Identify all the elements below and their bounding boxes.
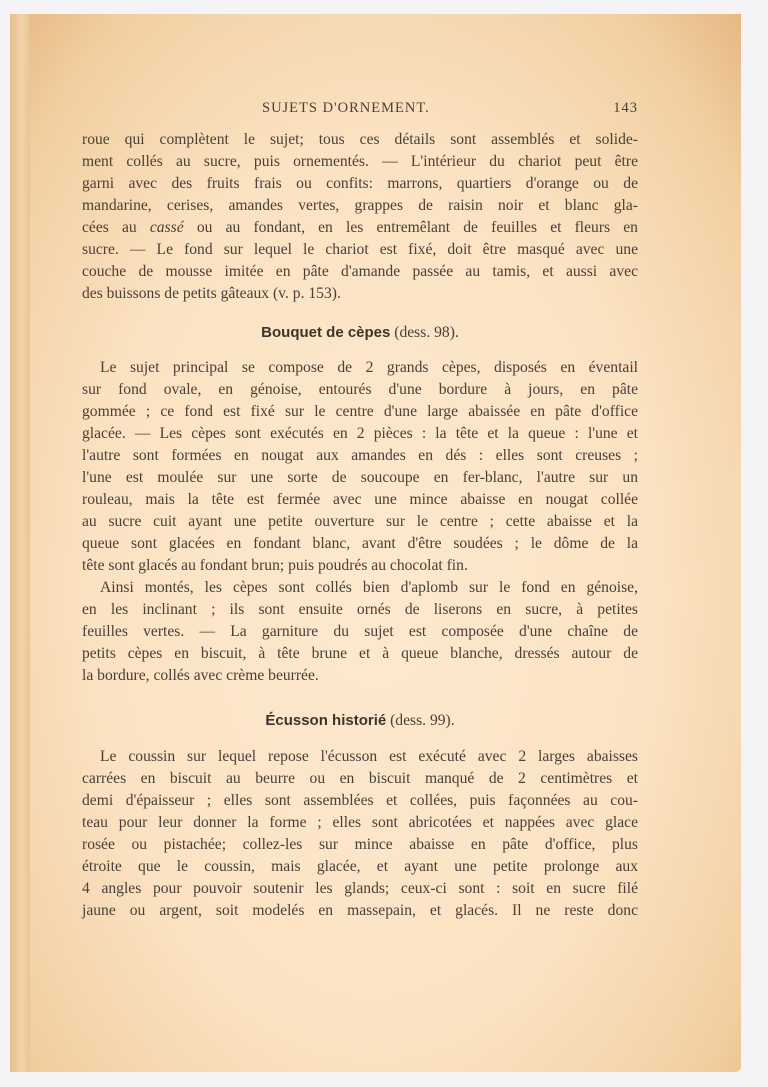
text-line: couche de mousse imitée en pâte d'amande passée au tamis, et aussi avec [82,263,638,280]
page-spine-shadow [10,14,30,1072]
text-line: étroite que le coussin, mais glacée, et ayant une petite prolonge aux [82,858,638,875]
text-line: mandarine, cerises, amandes vertes, grappes de raisin noir et blanc gla- [82,197,638,214]
text-line: des buissons de petits gâteaux (v. p. 153). [82,285,341,302]
text-line: en les inclinant ; ils sont ensuite ornés de liserons en sucre, à petites [82,601,638,618]
text-line: au sucre cuit ayant une petite ouverture sur le centre ; cette abaisse et la [82,513,638,530]
section-heading-ecusson [82,712,638,730]
text-line: gommée ; ce fond est fixé sur le centre d'une large abaissée en pâte d'office [82,403,638,420]
text-line: Ainsi montés, les cèpes sont collés bien d'aplomb sur le fond en génoise, [100,579,638,596]
italic-term: cassé [149,219,184,236]
section-title: Bouquet de cèpes [261,324,391,341]
text-line: rouleau, mais la tête est fermée avec une mince abaisse en nougat collée [82,491,638,508]
text-line: sucre. — Le fond sur lequel le chariot est fixé, doit être masqué avec une [82,241,638,258]
text-line: teau pour leur donner la forme ; elles sont abricotées et nappées avec glace [82,814,638,831]
text-line: garni avec des fruits frais ou confits: marrons, quartiers d'orange ou de [82,175,638,192]
section-body-bouquet [82,357,638,687]
text-line: sur fond ovale, en génoise, entourés d'une bordure à jours, en pâte [82,381,638,398]
text-line: la bordure, collés avec crème beurrée. [82,667,319,684]
text-line: jaune ou argent, soit modelés en massepain, et glacés. Il ne reste donc [82,902,638,919]
text-line: feuilles vertes. — La garniture du sujet est composée d'une chaîne de [82,623,638,640]
text-line [82,217,638,239]
text-line: Le sujet principal se compose de 2 grands cèpes, disposés en éventail [100,359,638,376]
page-number: 143 [613,100,638,116]
section-body-ecusson [82,746,638,922]
text-line: demi d'épaisseur ; elles sont assemblées et collées, puis façonnées au cou- [82,792,638,809]
running-head-title: SUJETS D'ORNEMENT. [262,100,430,116]
text-line: glacée. — Les cèpes sont exécutés en 2 pièces : la tête et la queue : l'une et [82,425,638,442]
text-span: cées au [82,219,150,236]
text-line: 4 angles pour pouvoir soutenir les glands; ceux-ci sont : soit en sucre filé [82,880,638,897]
text-line: petits cèpes en biscuit, à tête brune et à queue blanche, dressés autour de [82,645,638,662]
section-heading-bouquet [82,324,638,342]
text-line: queue sont glacées en fondant blanc, avant d'être soudées ; le dôme de la [82,535,638,552]
text-line: l'autre sont formées en nougat aux amandes en dés : elles sont creuses ; [82,447,638,464]
text-line: Le coussin sur lequel repose l'écusson est exécuté avec 2 larges abaisses [100,748,638,765]
text-line: roue qui complètent le sujet; tous ces détails sont assemblés et solide- [82,131,638,148]
text-line: tête sont glacés au fondant brun; puis poudrés au chocolat fin. [82,557,468,574]
text-line: carrées en biscuit au beurre ou en biscuit manqué de 2 centimètres et [82,770,638,787]
figure-reference: (dess. 98). [390,324,459,341]
figure-reference: (dess. 99). [386,712,455,729]
section-title: Écusson historié [265,712,387,729]
paragraph-continuation [82,129,638,305]
text-span: ou au fondant, en les entremêlant de feuilles et fleurs en [183,219,638,236]
text-line: l'une est moulée sur une sorte de soucoupe en fer-blanc, l'autre sur un [82,469,638,486]
text-line: rosée ou pistachée; collez-les sur mince abaisse en pâte d'office, plus [82,836,638,853]
text-line: ment collés au sucre, puis ornementés. — L'intérieur du chariot peut être [82,153,638,170]
